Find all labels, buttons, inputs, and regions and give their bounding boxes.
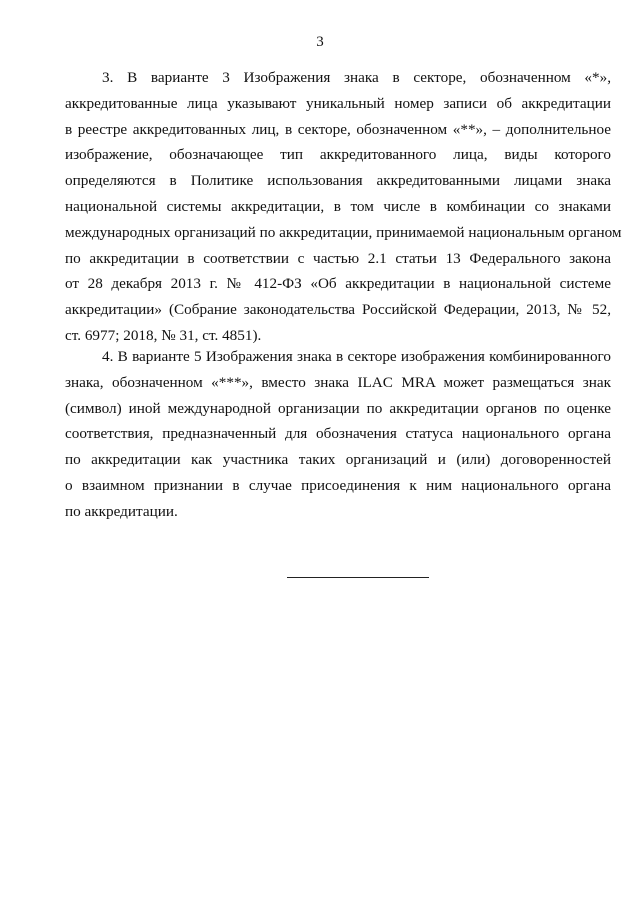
paragraph-line: от 28 декабря 2013 г. № 412-ФЗ «Об аккредитации в национальной системе xyxy=(65,275,611,293)
paragraph-line: (символ) иной международной организации по аккредитации органов по оценке xyxy=(65,399,611,417)
paragraph-line: изображение, обозначающее тип аккредитованного лица, виды которого xyxy=(65,146,611,164)
paragraph-line: международных организаций по аккредитации, принимаемой национальным органом xyxy=(65,223,622,241)
paragraph-line: по аккредитации как участника таких организаций и (или) договоренностей xyxy=(65,451,611,469)
paragraph-line: определяются в Политике использования аккредитованными лицами знака xyxy=(65,172,611,190)
paragraph-item-4 xyxy=(65,344,611,525)
paragraph-line: ст. 6977; 2018, № 31, ст. 4851). xyxy=(65,326,262,344)
paragraph-line: аккредитованные лица указывают уникальный номер записи об аккредитации xyxy=(65,94,611,112)
paragraph-line: 3. В варианте 3 Изображения знака в секторе, обозначенном «*», xyxy=(102,69,611,86)
paragraph-line: о взаимном признании в случае присоединения к ним национального органа xyxy=(65,476,611,494)
paragraph-line: знака, обозначенном «***», вместо знака ILAC MRA может размещаться знак xyxy=(65,373,611,391)
paragraph-line: 4. В варианте 5 Изображения знака в секторе изображения комбинированного xyxy=(102,348,611,365)
paragraph-line: соответствия, предназначенный для обозначения статуса национального органа xyxy=(65,425,611,443)
closing-separator-line xyxy=(287,577,429,578)
paragraph-line: национальной системы аккредитации, в том числе в комбинации со знаками xyxy=(65,197,611,215)
paragraph-line: в реестре аккредитованных лиц, в секторе, обозначенном «**», – дополнительное xyxy=(65,120,611,138)
paragraph-line: аккредитации» (Собрание законодательства Российской Федерации, 2013, № 52, xyxy=(65,301,611,319)
paragraph-line: по аккредитации. xyxy=(65,502,178,520)
page-number: 3 xyxy=(316,34,324,50)
paragraph-item-3 xyxy=(65,65,622,349)
paragraph-line: по аккредитации в соответствии с частью 2.1 статьи 13 Федерального закона xyxy=(65,249,611,267)
